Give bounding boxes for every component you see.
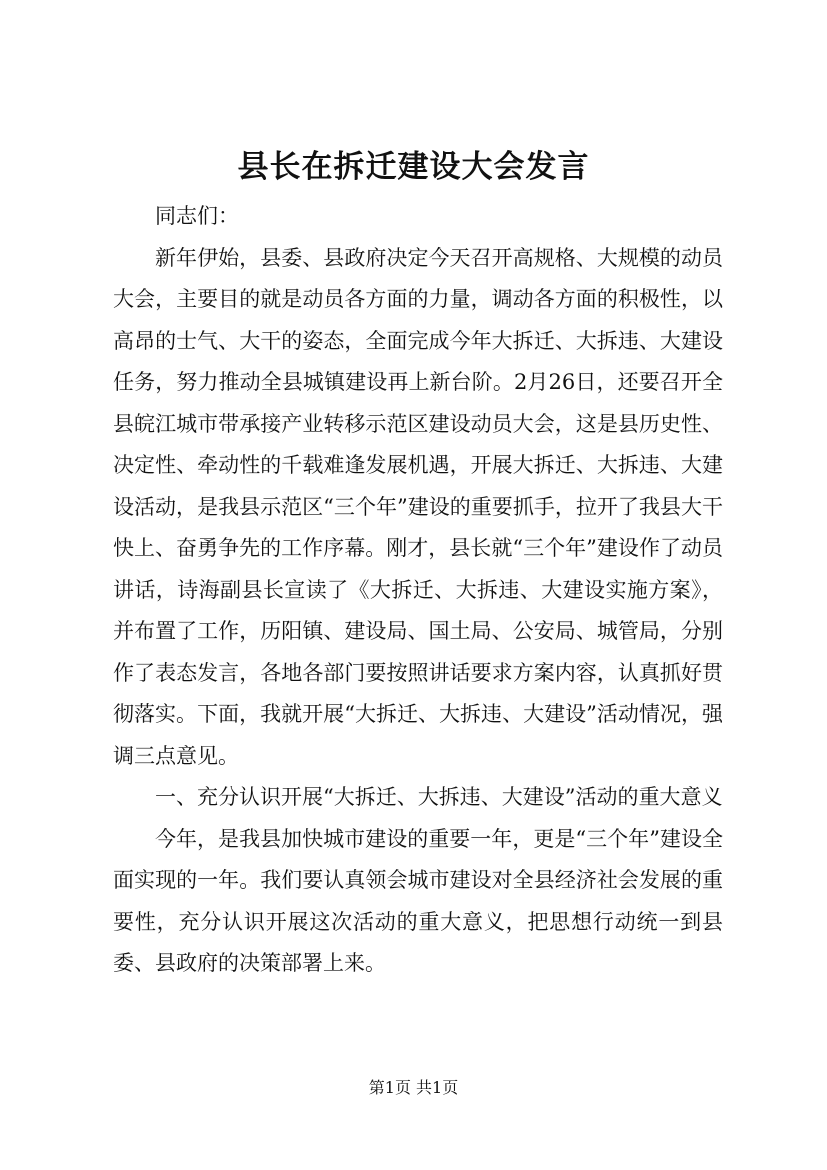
document-title: 县长在拆迁建设大会发言: [237, 149, 590, 185]
document-body: [113, 196, 723, 985]
intro-paragraph: 新年伊始，县委、县政府决定今天召开高规格、大规模的动员大会，主要目的就是动员各方面的力量，调动各方面的积极性，以高昂的士气、大干的姿态，全面完成今年大拆迁、大拆违、大建设任务，努力推动全县城镇建设再上新台阶。2月26日，还要召开全县皖江城市带承接产业转移示范区建设动员大会，这是县历史性、决定性、牵动性的千载难逢发展机遇，开展大拆迁、大拆违、大建设活动，是我县示范区“三个年”建设的重要抓手，拉开了我县大干快上、奋勇争先的工作序幕。刚才，县长就“三个年”建设作了动员讲话，诗海副县长宣读了《大拆迁、大拆违、大建设实施方案》，并布置了工作，历阳镇、建设局、国土局、公安局、城管局，分别作了表态发言，各地各部门要按照讲话要求方案内容，认真抓好贯彻落实。下面，我就开展“大拆迁、大拆违、大建设”活动情况，强调三点意见。: [113, 245, 723, 768]
salutation-paragraph: 同志们：: [155, 204, 239, 228]
section-heading: 一、充分认识开展“大拆迁、大拆违、大建设”活动的重大意义: [155, 785, 723, 809]
page-footer: 第1页 共1页: [368, 1078, 459, 1097]
section-paragraph: 今年，是我县加快城市建设的重要一年，更是“三个年”建设全面实现的一年。我们要认真领会城市建设对全县经济社会发展的重要性，充分认识开展这次活动的重大意义，把思想行动统一到县委、县政府的决策部署上来。: [113, 826, 723, 975]
